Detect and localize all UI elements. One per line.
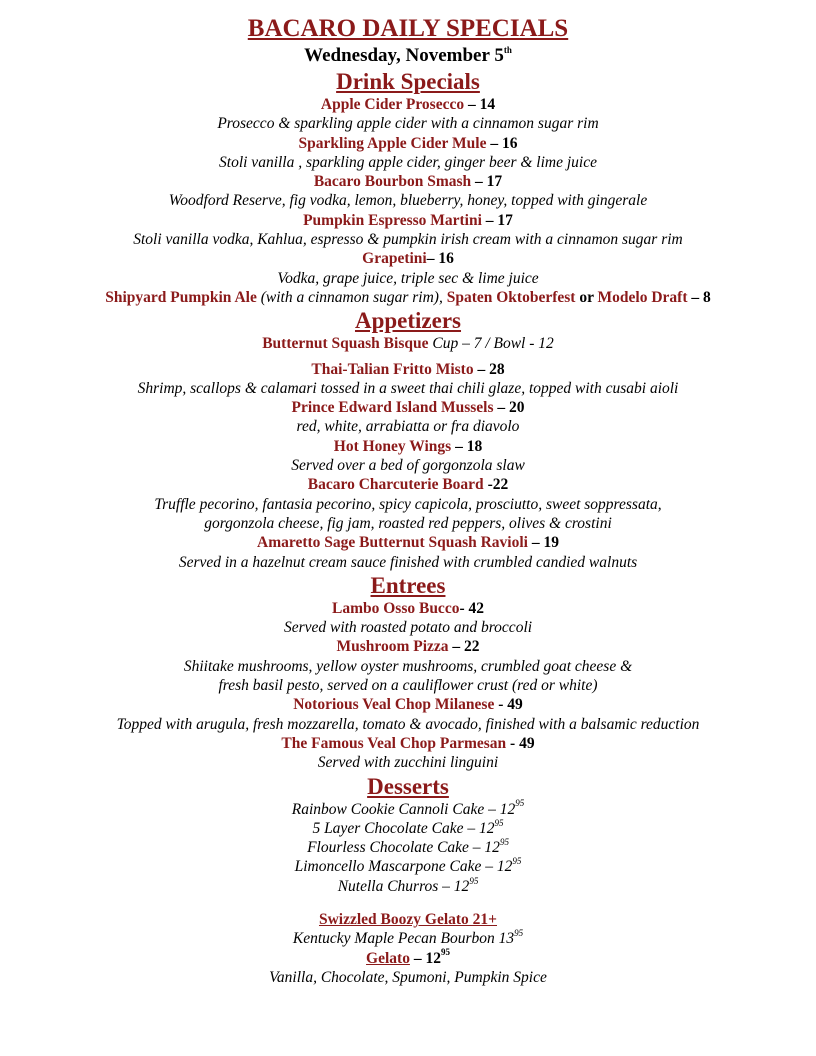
entree-item: Mushroom Pizza – 22 (336, 638, 480, 656)
specials-menu (0, 14, 816, 987)
drink-item: Sparkling Apple Cider Mule – 16 (298, 134, 518, 152)
appetizer-description: Truffle pecorino, fantasia pecorino, spicy capicola, prosciutto, sweet soppressata, (154, 495, 662, 513)
appetizer-item: Bacaro Charcuterie Board -22 (307, 476, 509, 494)
entree-description: Served with roasted potato and broccoli (283, 619, 533, 637)
dessert-item: Nutella Churros – $12^{95}$ (337, 875, 479, 895)
appetizer-item: Butternut Squash Bisque Cup – 7 / Bowl - 12 (262, 335, 554, 353)
drink-specials-heading: Drink Specials (336, 69, 480, 94)
appetizer-item: Prince Edward Island Mussels – 20 (291, 399, 525, 417)
appetizer-description: gorgonzola cheese, fig jam, roasted red peppers, olives & crostini (204, 514, 612, 532)
gelato-line: Gelato – $12^{95}$ (366, 947, 450, 967)
drink-item: Grapetini– 16 (362, 250, 454, 268)
menu-date: Wednesday, November 5th (304, 44, 512, 66)
drink-item: Pumpkin Espresso Martini – 17 (303, 211, 513, 229)
dessert-item: Flourless Chocolate Cake – $12^{95}$ (307, 836, 509, 857)
boozy-gelato-item: Kentucky Maple Pecan Bourbon $13^{95}$ (292, 928, 524, 948)
appetizer-item: Thai-Talian Fritto Misto – 28 (311, 360, 505, 378)
entree-description: fresh basil pesto, served on a cauliflower crust (red or white) (218, 677, 598, 695)
spacer (0, 896, 816, 910)
dessert-item: Rainbow Cookie Cannoli Cake – $12^{95}$ (291, 798, 525, 818)
entree-item: The Famous Veal Chop Parmesan - 49 (281, 734, 535, 752)
drink-item: Bacaro Bourbon Smash – 17 (313, 173, 503, 191)
beer-line: Shipyard Pumpkin Ale (with a cinnamon sugar rim), Spaten Oktoberfest or Modelo Draft – 8 (105, 288, 711, 306)
drink-description: Stoli vanilla , sparkling apple cider, ginger beer & lime juice (219, 153, 597, 171)
entree-description: Shiitake mushrooms, yellow oyster mushrooms, crumbled goat cheese & (183, 657, 633, 675)
appetizer-item: Hot Honey Wings – 18 (333, 437, 483, 455)
desserts-heading: Desserts (367, 773, 449, 799)
entree-item: Notorious Veal Chop Milanese - 49 (293, 696, 523, 714)
appetizer-description: Served in a hazelnut cream sauce finished with crumbled candied walnuts (178, 553, 638, 571)
entree-description: Served with zucchini linguini (317, 754, 499, 772)
appetizer-description: Shrimp, scallops & calamari tossed in a sweet thai chili glaze, topped with cusabi aioli (137, 379, 679, 397)
appetizer-description: red, white, arrabiatta or fra diavolo (296, 418, 520, 436)
menu-title: BACARO DAILY SPECIALS (247, 15, 569, 42)
drink-description: Prosecco & sparkling apple cider with a cinnamon sugar rim (217, 115, 599, 133)
appetizer-description: Served over a bed of gorgonzola slaw (291, 457, 525, 475)
drink-item: Apple Cider Prosecco – 14 (320, 96, 496, 113)
entrees-heading: Entrees (370, 572, 446, 598)
entree-item: Lambo Osso Bucco- 42 (331, 599, 484, 617)
boozy-gelato-heading: Swizzled Boozy Gelato 21+ (318, 910, 497, 928)
gelato-flavors: Vanilla, Chocolate, Spumoni, Pumpkin Spice (269, 968, 547, 986)
drink-description: Vodka, grape juice, triple sec & lime juice (277, 269, 539, 287)
dessert-item: Limoncello Mascarpone Cake – $12^{95}$ (294, 856, 522, 876)
entree-description: Topped with arugula, fresh mozzarella, tomato & avocado, finished with a balsamic reduction (116, 715, 700, 733)
drink-description: Woodford Reserve, fig vodka, lemon, blueberry, honey, topped with gingerale (168, 192, 648, 210)
appetizer-item: Amaretto Sage Butternut Squash Ravioli – 19 (257, 534, 559, 552)
drink-description: Stoli vanilla vodka, Kahlua, espresso & pumpkin irish cream with a cinnamon sugar rim (133, 231, 683, 249)
dessert-item: 5 Layer Chocolate Cake – $12^{95}$ (312, 817, 504, 837)
appetizers-heading: Appetizers (354, 308, 462, 334)
